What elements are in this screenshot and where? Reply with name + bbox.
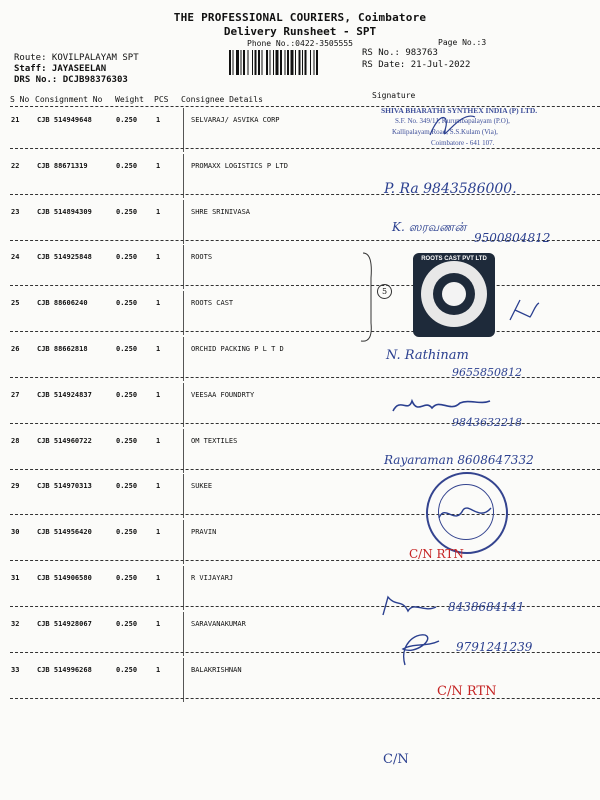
row-consignee: PROMAXX LOGISTICS P LTD xyxy=(191,162,288,170)
row-consignee: ROOTS xyxy=(191,253,213,261)
row-pcs: 1 xyxy=(156,620,161,628)
row-consignee: SHRE SRINIVASA xyxy=(191,208,251,216)
rs-number: RS No.: 983763 xyxy=(362,48,438,58)
row-sno: 28 xyxy=(11,437,20,445)
column-divider xyxy=(183,383,184,427)
row-pcs: 1 xyxy=(156,574,161,582)
row-pcs: 1 xyxy=(156,116,161,124)
route-label: Route: KOVILPALAYAM SPT xyxy=(14,53,139,63)
col-header-signature: Signature xyxy=(372,91,416,100)
row-consignment-no: CJB 514906580 xyxy=(37,574,92,582)
row-consignment-no: CJB 514970313 xyxy=(37,482,92,490)
row-consignment-no: CJB 88671319 xyxy=(37,162,88,170)
company-stamp-line2: S.F. No. 349/1J, Kurumbapalayam (P.O), xyxy=(395,117,510,125)
signature-row23-phone: 9500804812 xyxy=(474,231,551,245)
signature-row29 xyxy=(435,498,495,528)
signature-row32 xyxy=(395,625,445,670)
row-consignment-no: CJB 514894309 xyxy=(37,208,92,216)
row-consignee: R VIJAYARJ xyxy=(191,574,234,582)
row-pcs: 1 xyxy=(156,345,161,353)
row-weight: 0.250 xyxy=(116,299,138,307)
page-number: Page No.:3 xyxy=(438,38,487,47)
row-weight: 0.250 xyxy=(116,345,138,353)
col-header-pcs: PCS xyxy=(154,95,169,104)
roots-stamp: ROOTS CAST PVT LTD xyxy=(413,253,495,337)
signature-row23-name: K. ஸரவணன் xyxy=(392,220,467,234)
column-divider xyxy=(183,245,184,289)
row-consignee: SUKEE xyxy=(191,482,213,490)
signature-row28: Rayaraman 8608647332 xyxy=(384,453,534,467)
column-divider xyxy=(183,429,184,473)
col-header-weight: Weight xyxy=(115,95,144,104)
column-divider xyxy=(183,154,184,198)
row-consignment-no: CJB 88662818 xyxy=(37,345,88,353)
row-sno: 22 xyxy=(11,162,20,170)
row-consignee: ROOTS CAST xyxy=(191,299,234,307)
row-pcs: 1 xyxy=(156,208,161,216)
rs-date: RS Date: 21-Jul-2022 xyxy=(362,60,471,70)
row-weight: 0.250 xyxy=(116,116,138,124)
signature-row25 xyxy=(505,295,545,325)
row-weight: 0.250 xyxy=(116,574,138,582)
column-divider xyxy=(183,200,184,244)
row-divider xyxy=(10,331,600,332)
signature-row22: P. Ra 9843586000. xyxy=(384,181,517,197)
signature-row27 xyxy=(390,393,500,418)
column-divider xyxy=(183,612,184,656)
row-sno: 32 xyxy=(11,620,20,628)
row-consignment-no: CJB 88606240 xyxy=(37,299,88,307)
signature-row27-phone: 9843632218 xyxy=(452,416,522,429)
row-consignment-no: CJB 514924837 xyxy=(37,391,92,399)
barcode xyxy=(229,50,362,75)
signature-row31-phone: 8438684141 xyxy=(448,600,525,614)
signature-row31 xyxy=(380,593,440,621)
row-consignee: BALAKRISHNAN xyxy=(191,666,242,674)
row-weight: 0.250 xyxy=(116,162,138,170)
row-consignee: OM TEXTILES xyxy=(191,437,238,445)
row-weight: 0.250 xyxy=(116,482,138,490)
row-pcs: 1 xyxy=(156,528,161,536)
bottom-cn-mark: C/N xyxy=(383,752,409,767)
company-stamp-line4: Coimbatore - 641 107. xyxy=(431,139,495,147)
row-pcs: 1 xyxy=(156,299,161,307)
row-consignment-no: CJB 514925848 xyxy=(37,253,92,261)
column-divider xyxy=(183,108,184,152)
row-pcs: 1 xyxy=(156,253,161,261)
row-consignee: VEESAA FOUNDRTY xyxy=(191,391,255,399)
row-weight: 0.250 xyxy=(116,666,138,674)
row-weight: 0.250 xyxy=(116,208,138,216)
row-weight: 0.250 xyxy=(116,253,138,261)
drs-number: DRS No.: DCJB98376303 xyxy=(14,75,128,85)
staff-label: Staff: JAYASEELAN xyxy=(14,64,107,74)
phone-number: Phone No.:0422-3505555 xyxy=(247,39,353,48)
signature-row32-phone: 9791241239 xyxy=(456,640,533,654)
company-title: THE PROFESSIONAL COURIERS, Coimbatore xyxy=(173,11,427,24)
signature-row26-name: N. Rathinam xyxy=(386,348,469,363)
column-divider xyxy=(183,520,184,564)
document-title: Delivery Runsheet - SPT xyxy=(223,25,377,38)
row-sno: 27 xyxy=(11,391,20,399)
row-consignee: PRAVIN xyxy=(191,528,217,536)
col-header-sno: S No xyxy=(10,95,30,104)
row-sno: 29 xyxy=(11,482,20,490)
row-weight: 0.250 xyxy=(116,391,138,399)
row-sno: 30 xyxy=(11,528,20,536)
row-sno: 33 xyxy=(11,666,20,674)
row-sno: 26 xyxy=(11,345,20,353)
row-divider xyxy=(10,560,600,561)
row-consignee: ORCHID PACKING P L T D xyxy=(191,345,284,353)
row-divider xyxy=(10,698,600,699)
row-pcs: 1 xyxy=(156,437,161,445)
row-pcs: 1 xyxy=(156,162,161,170)
column-divider xyxy=(183,337,184,381)
row-pcs: 1 xyxy=(156,391,161,399)
row30-cn-rtn: C/N RTN xyxy=(409,547,464,561)
column-divider xyxy=(183,291,184,335)
row-consignment-no: CJB 514960722 xyxy=(37,437,92,445)
row-consignee: SARAVANAKUMAR xyxy=(191,620,246,628)
col-header-consignment: Consignment No xyxy=(35,95,103,104)
stamp1-signature xyxy=(425,105,485,145)
row-sno: 25 xyxy=(11,299,20,307)
company-stamp-line1: SHIVA BHARATHI SYNTHEX INDIA (P) LTD. xyxy=(381,106,538,115)
bracket-count-circle: 5 xyxy=(377,284,392,299)
row-sno: 31 xyxy=(11,574,20,582)
row-consignment-no: CJB 514996268 xyxy=(37,666,92,674)
row-divider xyxy=(10,285,600,286)
row-weight: 0.250 xyxy=(116,620,138,628)
row-pcs: 1 xyxy=(156,482,161,490)
row-sno: 24 xyxy=(11,253,20,261)
row-consignment-no: CJB 514949648 xyxy=(37,116,92,124)
signature-row26-phone: 9655850812 xyxy=(452,366,522,379)
col-header-consignee: Consignee Details xyxy=(181,95,263,104)
column-divider xyxy=(183,474,184,518)
column-divider xyxy=(183,658,184,702)
row-pcs: 1 xyxy=(156,666,161,674)
row-consignment-no: CJB 514956420 xyxy=(37,528,92,536)
row-consignment-no: CJB 514928067 xyxy=(37,620,92,628)
company-stamp-line3: Kallipalayam Road, S.S.Kulam (Via), xyxy=(392,128,498,136)
row-divider xyxy=(10,514,600,515)
row-weight: 0.250 xyxy=(116,528,138,536)
row-divider xyxy=(10,469,600,470)
row-divider xyxy=(10,148,600,149)
row-sno: 21 xyxy=(11,116,20,124)
row33-cn-rtn: C/N RTN xyxy=(437,684,497,699)
row-sno: 23 xyxy=(11,208,20,216)
row-weight: 0.250 xyxy=(116,437,138,445)
column-divider xyxy=(183,566,184,610)
row-consignee: SELVARAJ/ ASVIKA CORP xyxy=(191,116,280,124)
